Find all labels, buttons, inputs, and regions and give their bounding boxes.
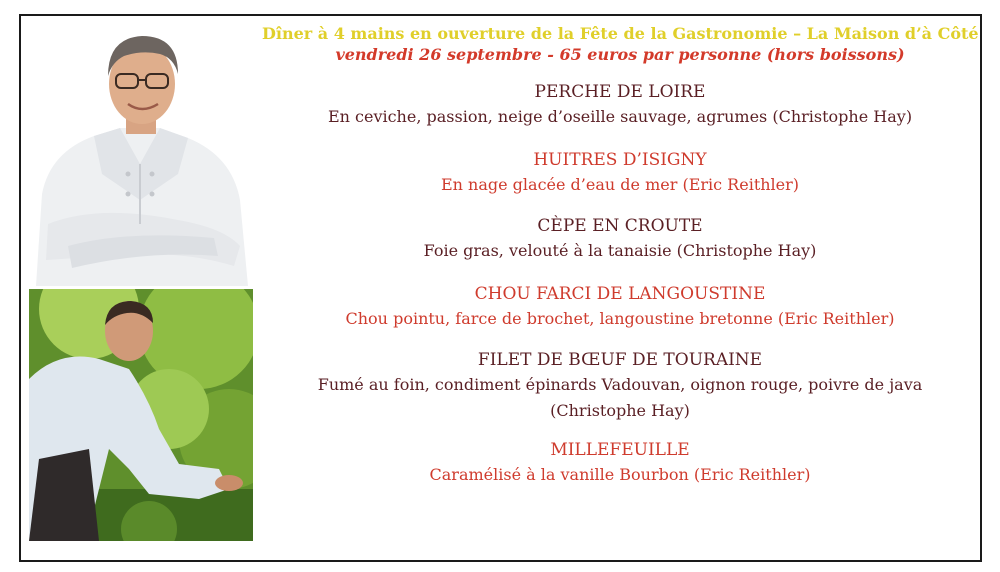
course-description: Caramélisé à la vanille Bourbon (Eric Reithler) — [429, 465, 811, 484]
course-4 — [262, 282, 978, 332]
event-title: Dîner à 4 mains en ouverture de la Fête de la Gastronomie – La Maison d’à Côté — [262, 24, 979, 43]
course-description-line2: (Christophe Hay) — [550, 401, 690, 420]
course-3 — [262, 214, 978, 264]
course-6 — [262, 438, 978, 488]
chef-photo-top — [28, 24, 252, 286]
course-name: HUITRES D’ISIGNY — [533, 150, 707, 170]
menu-content — [262, 24, 978, 488]
course-description: En ceviche, passion, neige d’oseille sauvage, agrumes (Christophe Hay) — [327, 107, 913, 126]
event-subtitle: vendredi 26 septembre - 65 euros par personne (hors boissons) — [335, 45, 905, 64]
course-description: Foie gras, velouté à la tanaisie (Christophe Hay) — [423, 241, 817, 260]
course-name: MILLEFEUILLE — [550, 440, 690, 460]
course-description: Chou pointu, farce de brochet, langoustine bretonne (Eric Reithler) — [345, 309, 895, 328]
course-5 — [262, 348, 978, 424]
course-name: PERCHE DE LOIRE — [534, 82, 706, 102]
course-1 — [262, 80, 978, 130]
course-description: En nage glacée d’eau de mer (Eric Reithler) — [440, 175, 800, 194]
course-name: CÈPE EN CROUTE — [537, 216, 703, 236]
chef-photo-bottom — [29, 289, 253, 541]
course-name: CHOU FARCI DE LANGOUSTINE — [474, 284, 766, 304]
course-2 — [262, 148, 978, 198]
course-description: Fumé au foin, condiment épinards Vadouvan, oignon rouge, poivre de java — [317, 375, 923, 394]
course-name: FILET DE BŒUF DE TOURAINE — [477, 350, 763, 370]
